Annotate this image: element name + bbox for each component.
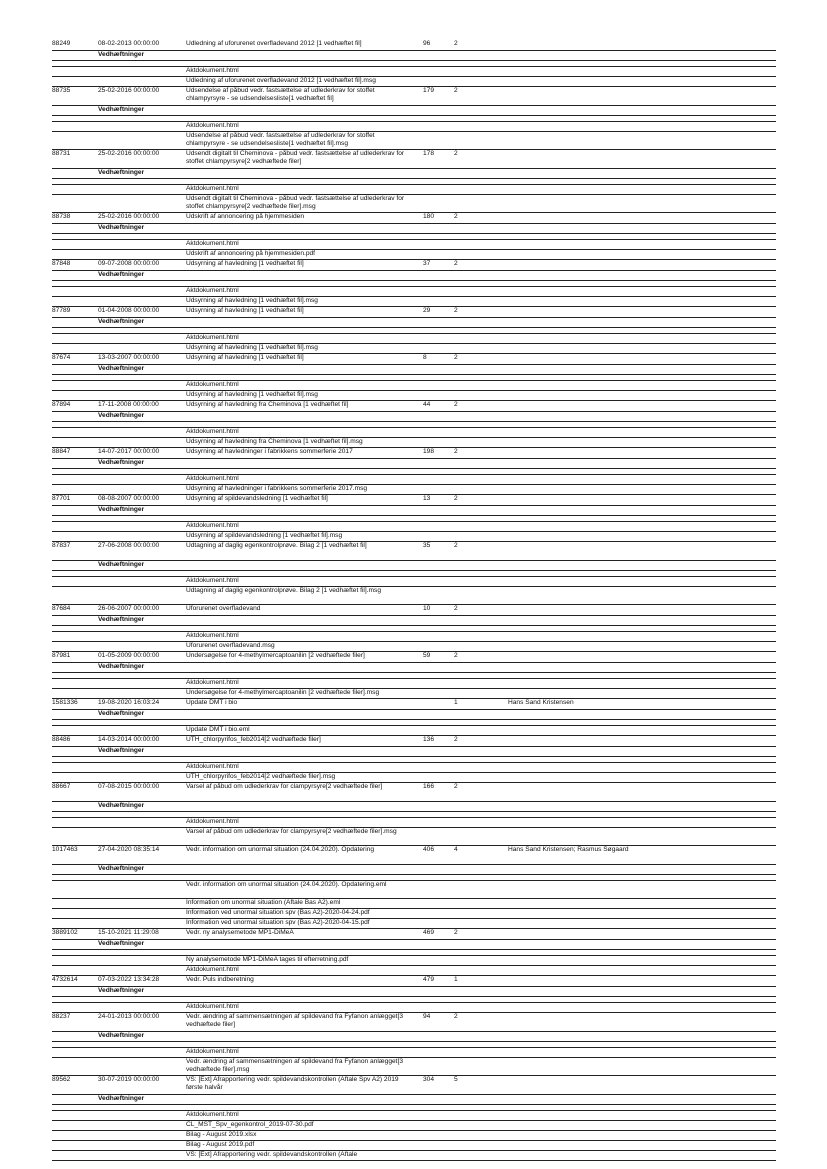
attachment-row [52,689,776,699]
attachment-name: Udledning af uforurenet overfladevand 2012 [1 vedhæftet fil].msg [186,77,376,84]
attachment-row [52,391,776,401]
attachment-row [52,250,776,260]
record-title: Udsyrning af havledninger i fabrikkens sommerferie 2017 [186,448,353,455]
attachment-name: UTH_chlorpyrifos_feb2014[2 vedhæftede filer].msg [186,773,336,780]
record-title: Udsendt digitalt til Cheminova - påbud vedr. fastsættelse af udlederkrav for stoffet chlampyrsyre[2 vedhæftede filer] [186,150,405,165]
attachment-name: Aktdokument.html [186,1048,239,1055]
record-id: 87894 [52,401,71,408]
attachment-row [52,632,776,642]
record-date: 27-04-2020 08:35:14 [98,846,160,853]
record-date: 26-06-2007 00:00:00 [98,605,160,612]
attachment-row [52,344,776,354]
attachments-label: Vedhæftninger [98,987,145,994]
attachment-row [52,818,776,828]
record-id: 1581336 [52,699,78,706]
record-title: Udtagning af daglig egenkontrolprøve. Bilag 2 [1 vedhæftet fil] [186,542,367,549]
record-responsible: Hans Sand Kristensen; Rasmus Søgaard [508,846,629,853]
attachments-label: Vedhæftninger [98,1032,145,1039]
attachments-header [52,1032,776,1042]
record-date: 01-04-2008 00:00:00 [98,307,160,314]
attachment-row [52,195,776,213]
attachments-header [52,561,776,571]
attachment-row [52,763,776,773]
record-title: Udskrift af annoncering på hjemmesiden [186,213,305,220]
attachment-name: Information ved unormal situation spv (Bas A2)-2020-04-15.pdf [186,919,370,926]
attachments-header [52,747,776,757]
record-number: 94 [423,1013,431,1020]
attachment-name: Information om unormal situation (Aftale Bas A2).eml [186,899,341,906]
record-number: 13 [423,495,431,502]
record-number: 35 [423,542,431,549]
record-responsible: Hans Sand Kristensen [508,699,574,706]
attachment-row [52,1151,776,1161]
attachment-row [52,966,776,976]
attachment-name: Ny analysemetode MP1-DiMeA tages til efterretning.pdf [186,956,349,963]
record-title: Udsyrning af havledning [1 vedhæftet fil] [186,354,304,361]
attachment-name: Udsyrning af havledning [1 vedhæftet fil].msg [186,391,318,398]
attachment-name: Uforurenet overfladevand.msg [186,642,275,649]
attachment-name: Aktdokument.html [186,122,239,129]
attachments-header [52,802,776,812]
record-row [52,307,776,318]
record-id: 1017463 [52,846,78,853]
attachment-name: VS: [Ext] Afrapportering vedr. spildevandskontrollen (Aftale [186,1151,358,1158]
attachments-label: Vedhæftninger [98,459,145,466]
attachments-header [52,940,776,950]
attachment-name: Aktdokument.html [186,1111,239,1118]
attachment-name: Aktdokument.html [186,679,239,686]
record-date: 13-03-2007 00:00:00 [98,354,160,361]
attachment-row [52,881,776,899]
record-date: 24-01-2013 00:00:00 [98,1013,160,1020]
record-number: 179 [423,87,435,94]
record-id: 87981 [52,652,71,659]
record-date: 07-03-2022 13:34:28 [98,976,160,983]
attachments-header [52,412,776,422]
record-row [52,736,776,747]
record-row [52,213,776,224]
attachment-row [52,1121,776,1131]
attachment-name: Bilag - August 2019.xlsx [186,1131,257,1138]
attachment-name: Update DMT i bio.eml [186,726,250,733]
record-row [52,87,776,106]
record-row [52,448,776,459]
record-title: Udsyrning af havledning [1 vedhæftet fil] [186,260,304,267]
attachment-row [52,532,776,542]
record-id: 89562 [52,1076,71,1083]
record-number: 304 [423,1076,435,1083]
record-title: Varsel af påbud om udlederkrav for clampyrsyre[2 vedhæftede filer] [186,783,383,790]
attachments-label: Vedhæftninger [98,747,145,754]
attachment-row [52,297,776,307]
attachment-row [52,485,776,495]
record-row [52,976,776,987]
attachment-name: Udsendelse af påbud vedr. fastsættelse af udlederkrav for stoffet chlampyrsyre - se udsendelsesliste[1 vedhæftet fil].msg [186,132,375,147]
record-title: Udledning af uforurenet overfladevand 2012 [1 vedhæftet fil] [186,40,362,47]
record-title: Udsyrning af spildevandsledning [1 vedhæftet fil] [186,495,328,502]
record-date: 27-06-2008 00:00:00 [98,542,160,549]
record-title: Udsendelse af påbud vedr. fastsættelse af udlederkrav for stoffet chlampyrsyre - se udsendelsesliste[1 vedhæftet fil] [186,87,375,102]
record-number: 479 [423,976,435,983]
attachment-row [52,577,776,587]
record-number: 178 [423,150,435,157]
record-count: 2 [454,783,458,790]
attachment-row [52,1048,776,1058]
attachment-name: Undersøgelse for 4-methylmercaptoanilin [2 vedhæftede filer].msg [186,689,380,696]
attachments-header [52,224,776,234]
record-count: 2 [454,40,458,47]
attachment-row [52,919,776,929]
record-title: Uforurenet overfladevand [186,605,261,612]
attachment-row [52,1058,776,1076]
record-number: 96 [423,40,431,47]
record-id: 3889102 [52,929,78,936]
record-number: 180 [423,213,435,220]
record-id: 88249 [52,40,71,47]
record-count: 2 [454,87,458,94]
attachment-name: Aktdokument.html [186,67,239,74]
record-title: Undersøgelse for 4-methylmercaptoanilin [2 vedhæftede filer] [186,652,365,659]
attachments-label: Vedhæftninger [98,412,145,419]
record-row [52,699,776,710]
attachments-header [52,1095,776,1105]
record-id: 87837 [52,542,71,549]
record-date: 08-02-2013 00:00:00 [98,40,160,47]
attachment-row [52,522,776,532]
attachment-name: Aktdokument.html [186,818,239,825]
attachment-name: Udsyrning af havledning fra Cheminova [1 vedhæftet fil].msg [186,438,363,445]
attachment-name: Aktdokument.html [186,632,239,639]
record-date: 30-07-2019 00:00:00 [98,1076,160,1083]
record-number: 37 [423,260,431,267]
record-count: 2 [454,652,458,659]
attachment-row [52,287,776,297]
record-number: 136 [423,736,435,743]
record-number: 59 [423,652,431,659]
attachments-header [52,169,776,179]
attachments-header [52,106,776,116]
attachment-name: Vedr. ændring af sammensætningen af spildevand fra Fyfanon anlægget[3 vedhæftede filer].msg [186,1058,403,1073]
attachments-header [52,459,776,469]
attachments-label: Vedhæftninger [98,506,145,513]
attachments-label: Vedhæftninger [98,106,145,113]
record-count: 2 [454,260,458,267]
attachments-header [52,365,776,375]
record-id: 4732614 [52,976,78,983]
attachments-header [52,663,776,673]
attachment-row [52,438,776,448]
record-count: 2 [454,213,458,220]
record-number: 166 [423,783,435,790]
attachment-name: Aktdokument.html [186,763,239,770]
attachment-name: Aktdokument.html [186,475,239,482]
record-row [52,846,776,865]
attachment-name: Bilag - August 2019.pdf [186,1141,255,1148]
attachment-name: Udtagning af daglig egenkontrolprøve. Bilag 2 [1 vedhæftet fil].msg [186,587,381,594]
attachment-name: Aktdokument.html [186,185,239,192]
attachments-label: Vedhæftninger [98,616,145,623]
record-count: 2 [454,150,458,157]
record-title: Vedr. ændring af sammensætningen af spildevand fra Fyfanon anlægget[3 vedhæftede filer] [186,1013,403,1028]
record-title: Vedr. Puls indberetning [186,976,254,983]
record-date: 15-10-2021 11:29:08 [98,929,159,936]
record-date: 19-08-2020 16:03:24 [98,699,160,706]
attachment-row [52,1141,776,1151]
attachment-name: Udskrift af annoncering på hjemmesiden.pdf [186,250,316,257]
attachment-row [52,381,776,391]
attachments-header [52,51,776,61]
attachment-name: Aktdokument.html [186,240,239,247]
record-count: 2 [454,605,458,612]
record-count: 2 [454,1013,458,1020]
attachment-name: Information ved unormal situation spv (Bas A2)-2020-04-24.pdf [186,909,370,916]
attachment-row [52,587,776,605]
record-title: Vedr. information om unormal situation (24.04.2020). Opdatering [186,846,375,853]
attachments-label: Vedhæftninger [98,940,145,947]
record-number: 198 [423,448,435,455]
attachments-header [52,271,776,281]
record-title: Udsyrning af havledning fra Cheminova [1 vedhæftet fil] [186,401,349,408]
record-title: Udsyrning af havledning [1 vedhæftet fil] [186,307,304,314]
record-title: Vedr. ny analysemetode MP1-DiMeA [186,929,294,936]
record-title: VS: [Ext] Afrapportering vedr. spildevandskontrollen (Aftale Spv A2) 2019 første halvår [186,1076,399,1091]
record-number: 406 [423,846,435,853]
record-date: 17-11-2008 00:00:00 [98,401,159,408]
attachments-header [52,506,776,516]
attachment-row [52,909,776,919]
record-id: 88667 [52,783,71,790]
record-row [52,1013,776,1032]
attachments-label: Vedhæftninger [98,710,145,717]
record-count: 2 [454,929,458,936]
attachment-row [52,828,776,846]
record-row [52,605,776,616]
attachments-header [52,616,776,626]
record-count: 2 [454,307,458,314]
record-date: 14-03-2014 00:00:00 [98,736,160,743]
attachments-header [52,987,776,997]
record-count: 2 [454,542,458,549]
attachments-label: Vedhæftninger [98,224,145,231]
record-date: 25-02-2016 00:00:00 [98,150,160,157]
record-count: 1 [454,976,458,983]
record-date: 25-02-2016 00:00:00 [98,87,160,94]
attachment-name: Udsyrning af havledning [1 vedhæftet fil].msg [186,344,318,351]
record-number: 469 [423,929,435,936]
record-row [52,652,776,663]
attachment-row [52,428,776,438]
record-title: Update DMT i bio [186,699,238,706]
record-count: 4 [454,846,458,853]
attachment-name: CL_MST_Spv_egenkontrol_2019-07-30.pdf [186,1121,314,1128]
record-count: 2 [454,448,458,455]
attachments-label: Vedhæftninger [98,663,145,670]
record-row [52,1076,776,1095]
record-id: 88486 [52,736,71,743]
record-row [52,495,776,506]
attachment-row [52,642,776,652]
attachments-label: Vedhæftninger [98,169,145,176]
attachment-row [52,77,776,87]
attachment-name: Vedr. information om unormal situation (24.04.2020). Opdatering.eml [186,881,387,888]
attachment-row [52,726,776,736]
attachment-name: Aktdokument.html [186,522,239,529]
attachment-name: Aktdokument.html [186,428,239,435]
attachment-name: Udsyrning af havledning [1 vedhæftet fil].msg [186,297,318,304]
record-row [52,260,776,271]
record-count: 2 [454,736,458,743]
attachments-label: Vedhæftninger [98,865,145,872]
attachments-label: Vedhæftninger [98,271,145,278]
attachment-row [52,1131,776,1141]
record-count: 5 [454,1076,458,1083]
record-date: 08-08-2007 00:00:00 [98,495,160,502]
attachment-name: Udsyrning af spildevandsledning [1 vedhæftet fil].msg [186,532,343,539]
record-number: 8 [423,354,427,361]
attachment-name: Udsyrning af havledninger i fabrikkens sommerferie 2017.msg [186,485,368,492]
attachment-name: Aktdokument.html [186,1003,239,1010]
attachments-label: Vedhæftninger [98,1095,145,1102]
attachment-row [52,132,776,150]
attachment-row [52,67,776,77]
record-row [52,150,776,169]
attachments-label: Vedhæftninger [98,318,145,325]
record-date: 14-07-2017 00:00:00 [98,448,160,455]
attachment-row [52,679,776,689]
attachments-header [52,710,776,720]
record-id: 88738 [52,213,71,220]
attachments-label: Vedhæftninger [98,561,145,568]
record-row [52,929,776,940]
record-id: 87848 [52,260,71,267]
record-count: 2 [454,401,458,408]
record-number: 10 [423,605,431,612]
attachment-row [52,899,776,909]
attachments-header [52,318,776,328]
record-id: 88237 [52,1013,71,1020]
record-id: 88847 [52,448,71,455]
record-date: 07-08-2015 00:00:00 [98,783,160,790]
record-count: 2 [454,354,458,361]
attachment-name: Varsel af påbud om udlederkrav for clampyrsyre[2 vedhæftede filer].msg [186,828,397,835]
attachments-label: Vedhæftninger [98,365,145,372]
attachments-label: Vedhæftninger [98,802,145,809]
record-id: 87701 [52,495,71,502]
record-date: 01-05-2009 00:00:00 [98,652,160,659]
attachments-header [52,865,776,875]
record-row [52,401,776,412]
record-count: 1 [454,699,458,706]
attachment-row [52,240,776,250]
attachment-row [52,334,776,344]
record-id: 87684 [52,605,71,612]
record-id: 88731 [52,150,71,157]
record-count: 2 [454,495,458,502]
record-row [52,783,776,802]
attachment-name: Aktdokument.html [186,966,239,973]
record-date: 25-02-2016 00:00:00 [98,213,160,220]
attachment-row [52,1003,776,1013]
attachment-row [52,475,776,485]
record-id: 88735 [52,87,71,94]
attachment-row [52,122,776,132]
record-id: 87674 [52,354,71,361]
journal-list [52,40,776,1161]
attachment-row [52,956,776,966]
attachments-label: Vedhæftninger [98,51,145,58]
attachment-name: Aktdokument.html [186,577,239,584]
attachment-row [52,773,776,783]
attachment-name: Aktdokument.html [186,381,239,388]
attachment-name: Aktdokument.html [186,334,239,341]
record-number: 29 [423,307,431,314]
record-row [52,40,776,51]
attachment-row [52,1111,776,1121]
attachment-row [52,185,776,195]
record-number: 44 [423,401,431,408]
record-title: UTH_chlorpyrifos_feb2014[2 vedhæftede filer] [186,736,321,743]
record-id: 87789 [52,307,71,314]
attachment-name: Udsendt digitalt til Cheminova - påbud vedr. fastsættelse af udlederkrav for stoffet chlampyrsyre[2 vedhæftede filer].msg [186,195,405,210]
record-date: 09-07-2008 00:00:00 [98,260,160,267]
record-row [52,354,776,365]
attachment-name: Aktdokument.html [186,287,239,294]
record-row [52,542,776,561]
